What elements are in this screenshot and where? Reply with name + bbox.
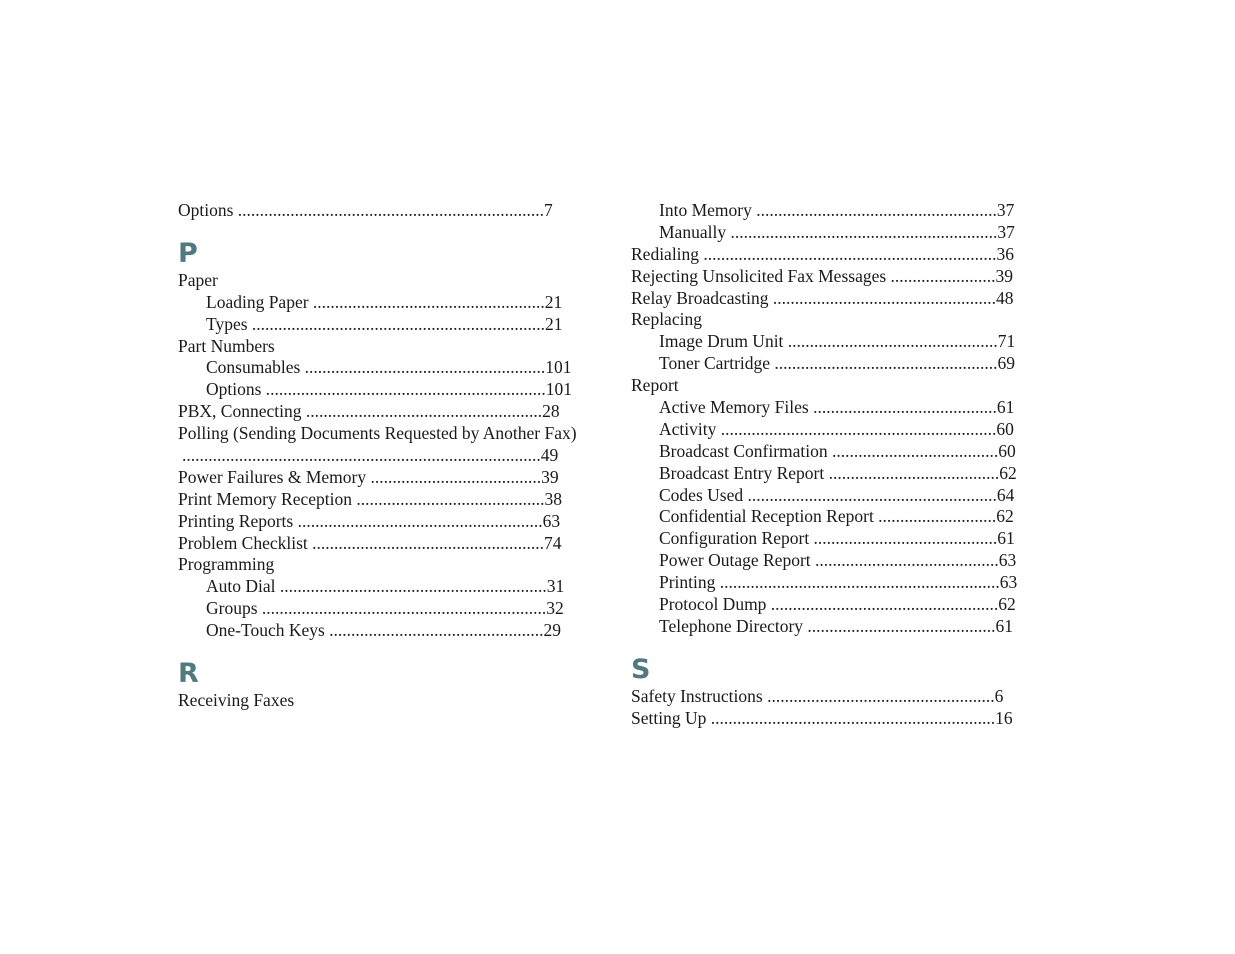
index-subentry: Protocol Dump ....................................................62: [659, 594, 1016, 615]
index-entry: Programming: [178, 554, 275, 575]
index-entry: Paper: [178, 269, 218, 290]
index-subentry: Power Outage Report ..........................................63: [659, 550, 1017, 571]
index-subentry: Image Drum Unit ................................................71: [659, 331, 1016, 352]
index-entry: Polling (Sending Documents Requested by Another Fax): [178, 423, 577, 444]
index-subentry: Broadcast Entry Report .......................................62: [659, 462, 1017, 483]
index-subentry: Into Memory .......................................................37: [659, 200, 1015, 220]
index-entry: PBX, Connecting ......................................................28: [178, 401, 560, 422]
index-subentry: Manually .............................................................37: [659, 221, 1015, 242]
index-subentry: Telephone Directory ...........................................61: [659, 615, 1014, 636]
index-entry: Report: [631, 375, 679, 396]
index-section-letter: P: [178, 237, 198, 269]
index-entry: Printing Reports ........................................................63: [178, 510, 561, 531]
index-section-letter: S: [631, 653, 651, 685]
index-subentry: Codes Used .........................................................64: [659, 484, 1015, 505]
index-entry: Safety Instructions ....................................................6: [631, 685, 1004, 706]
index-subentry: Loading Paper .....................................................21: [206, 291, 563, 312]
index-subentry: Groups .................................................................32: [206, 598, 564, 619]
index-subentry: Auto Dial .............................................................31: [206, 576, 565, 597]
index-column-right: [631, 200, 1051, 730]
index-entry-continuation: ..................................................................................49: [182, 445, 559, 466]
index-entry: Power Failures & Memory .......................................39: [178, 466, 559, 487]
index-entry: Setting Up .................................................................16: [631, 707, 1013, 728]
index-subentry: Toner Cartridge ...................................................69: [659, 353, 1016, 374]
index-subentry: One-Touch Keys .................................................29: [206, 620, 562, 641]
index-entry: Problem Checklist .....................................................74: [178, 532, 562, 553]
index-subentry: Broadcast Confirmation ......................................60: [659, 440, 1016, 461]
index-section-letter: R: [178, 658, 199, 690]
index-entry: Redialing ...................................................................36: [631, 243, 1015, 264]
index-entry: Options ......................................................................7: [178, 200, 553, 220]
index-column-left: [178, 200, 618, 712]
index-entry: Replacing: [631, 309, 702, 330]
index-subentry: Active Memory Files ..........................................61: [659, 397, 1015, 418]
index-subentry: Configuration Report ..........................................61: [659, 528, 1015, 549]
index-subentry: Options ................................................................101: [206, 379, 573, 400]
index-subentry: Activity ...............................................................60: [659, 418, 1014, 439]
index-entry: Relay Broadcasting ...................................................48: [631, 287, 1014, 308]
index-subentry: Printing ................................................................63: [659, 572, 1018, 593]
index-entry: Print Memory Reception ...........................................38: [178, 488, 563, 509]
index-subentry: Types ...................................................................21: [206, 313, 563, 334]
index-entry: Rejecting Unsolicited Fax Messages ........................39: [631, 265, 1014, 286]
index-entry: Receiving Faxes: [178, 690, 295, 711]
index-subentry: Confidential Reception Report ...........................62: [659, 506, 1014, 527]
index-entry: Part Numbers: [178, 335, 275, 356]
index-subentry: Consumables .......................................................101: [206, 357, 572, 378]
